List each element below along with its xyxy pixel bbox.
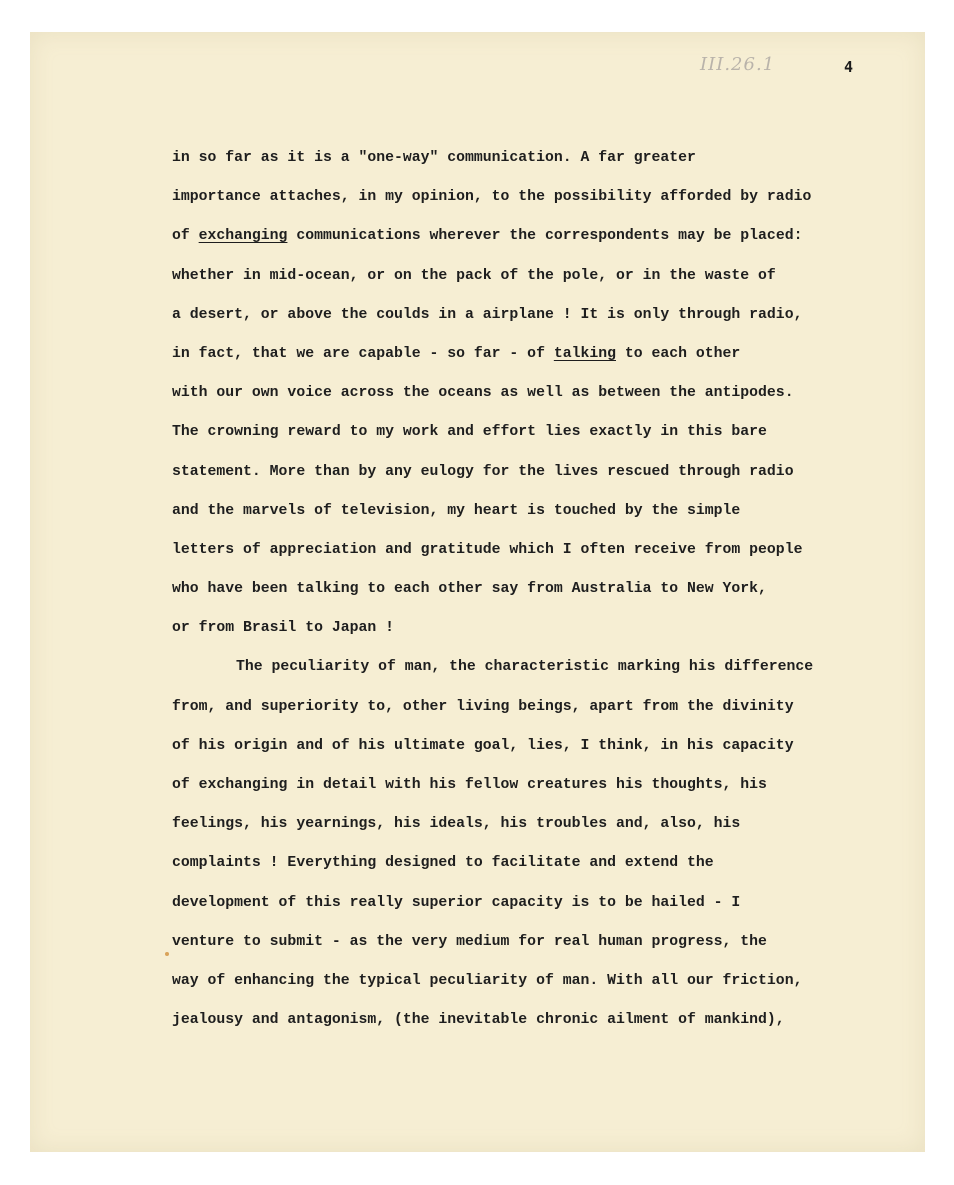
text-line: importance attaches, in my opinion, to the possibility afforded by radio xyxy=(172,189,812,206)
text-line: who have been talking to each other say from Australia to New York, xyxy=(172,581,767,598)
text-line: in so far as it is a "one-way" communication. A far greater xyxy=(172,150,696,166)
page-number: 4 xyxy=(844,58,854,76)
typewritten-body xyxy=(172,148,932,1049)
text-line: a desert, or above the coulds in a airplane ! It is only through radio, xyxy=(172,306,803,323)
text-line: statement. More than by any eulogy for the lives rescued through radio xyxy=(172,463,794,480)
text-line: of exchanging in detail with his fellow creatures his thoughts, his xyxy=(172,777,767,793)
underlined-word: exchanging xyxy=(198,228,288,245)
text-line: way of enhancing the typical peculiarity of man. With all our friction, xyxy=(172,972,803,989)
archive-reference-mark: III.26.1 xyxy=(700,54,776,75)
text-line: feelings, his yearnings, his ideals, his troubles and, also, his xyxy=(172,816,741,833)
text-line: of exchanging communications wherever the correspondents may be placed: xyxy=(172,228,803,245)
text-line: of his origin and of his ultimate goal, lies, I think, in his capacity xyxy=(172,737,794,754)
ink-spot xyxy=(165,952,169,956)
text-line: letters of appreciation and gratitude which I often receive from people xyxy=(172,541,803,558)
text-line: from, and superiority to, other living beings, apart from the divinity xyxy=(172,698,794,715)
text-line: with our own voice across the oceans as well as between the antipodes. xyxy=(172,385,794,402)
text-line: in fact, that we are capable - so far - of talking to each other xyxy=(172,345,741,362)
text-line: venture to submit - as the very medium for real human progress, the xyxy=(172,933,767,950)
text-line: and the marvels of television, my heart is touched by the simple xyxy=(172,502,741,519)
text-line: or from Brasil to Japan ! xyxy=(172,620,394,637)
text-line: complaints ! Everything designed to facilitate and extend the xyxy=(172,855,714,872)
text-line: The crowning reward to my work and effort lies exactly in this bare xyxy=(172,424,767,441)
paragraph-start-line: The peculiarity of man, the characteristic marking his difference xyxy=(236,659,814,676)
text-line: whether in mid-ocean, or on the pack of the pole, or in the waste of xyxy=(172,267,776,284)
underlined-word: talking xyxy=(553,345,616,362)
text-line: development of this really superior capacity is to be hailed - I xyxy=(172,894,741,911)
text-line: jealousy and antagonism, (the inevitable chronic ailment of mankind), xyxy=(172,1012,785,1029)
